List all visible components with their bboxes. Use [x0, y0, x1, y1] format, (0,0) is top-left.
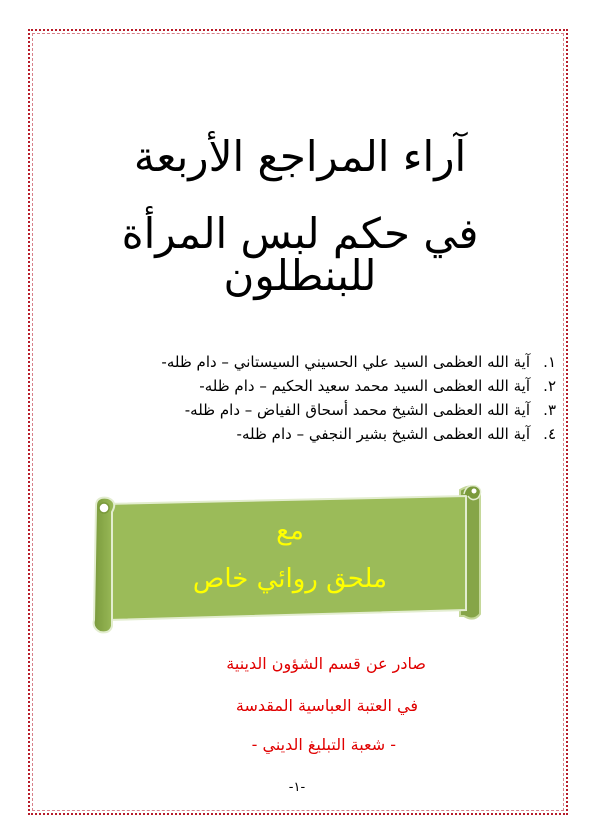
scroll-line-2: ملحق روائي خاص	[192, 564, 388, 594]
item-text: آية الله العظمى الشيخ بشير النجفي – دام ظله-	[236, 425, 530, 443]
scroll-banner	[88, 482, 492, 634]
issuer-line-2: في العتبة العباسية المقدسة	[235, 696, 418, 715]
item-number: ٤.	[543, 425, 556, 443]
title-line-1: آراء المراجع الأربعة	[133, 132, 467, 181]
list-item	[36, 398, 556, 422]
scroll-shape	[88, 482, 492, 634]
item-number: ١.	[543, 353, 556, 371]
item-text: آية الله العظمى الشيخ محمد أسحاق الفياض – دام ظله-	[184, 401, 530, 419]
issuer-line-1: صادر عن قسم الشؤون الدينية	[226, 654, 426, 673]
list-item	[36, 374, 556, 398]
item-text: آية الله العظمى السيد علي الحسيني السيستاني – دام ظله-	[161, 353, 530, 371]
item-number: ٣.	[543, 401, 556, 419]
issuer-line-3: - شعبة التبليغ الديني -	[251, 735, 396, 754]
item-text: آية الله العظمى السيد محمد سعيد الحكيم – دام ظله-	[199, 377, 530, 395]
title-line-2: في حكم لبس المرأة للبنطلون	[121, 209, 479, 300]
scholars-list	[36, 350, 556, 446]
item-number: ٢.	[543, 377, 556, 395]
list-item	[36, 350, 556, 374]
page-number: -١-	[288, 780, 306, 795]
scroll-line-1: مع	[276, 516, 304, 546]
list-item	[36, 422, 556, 446]
